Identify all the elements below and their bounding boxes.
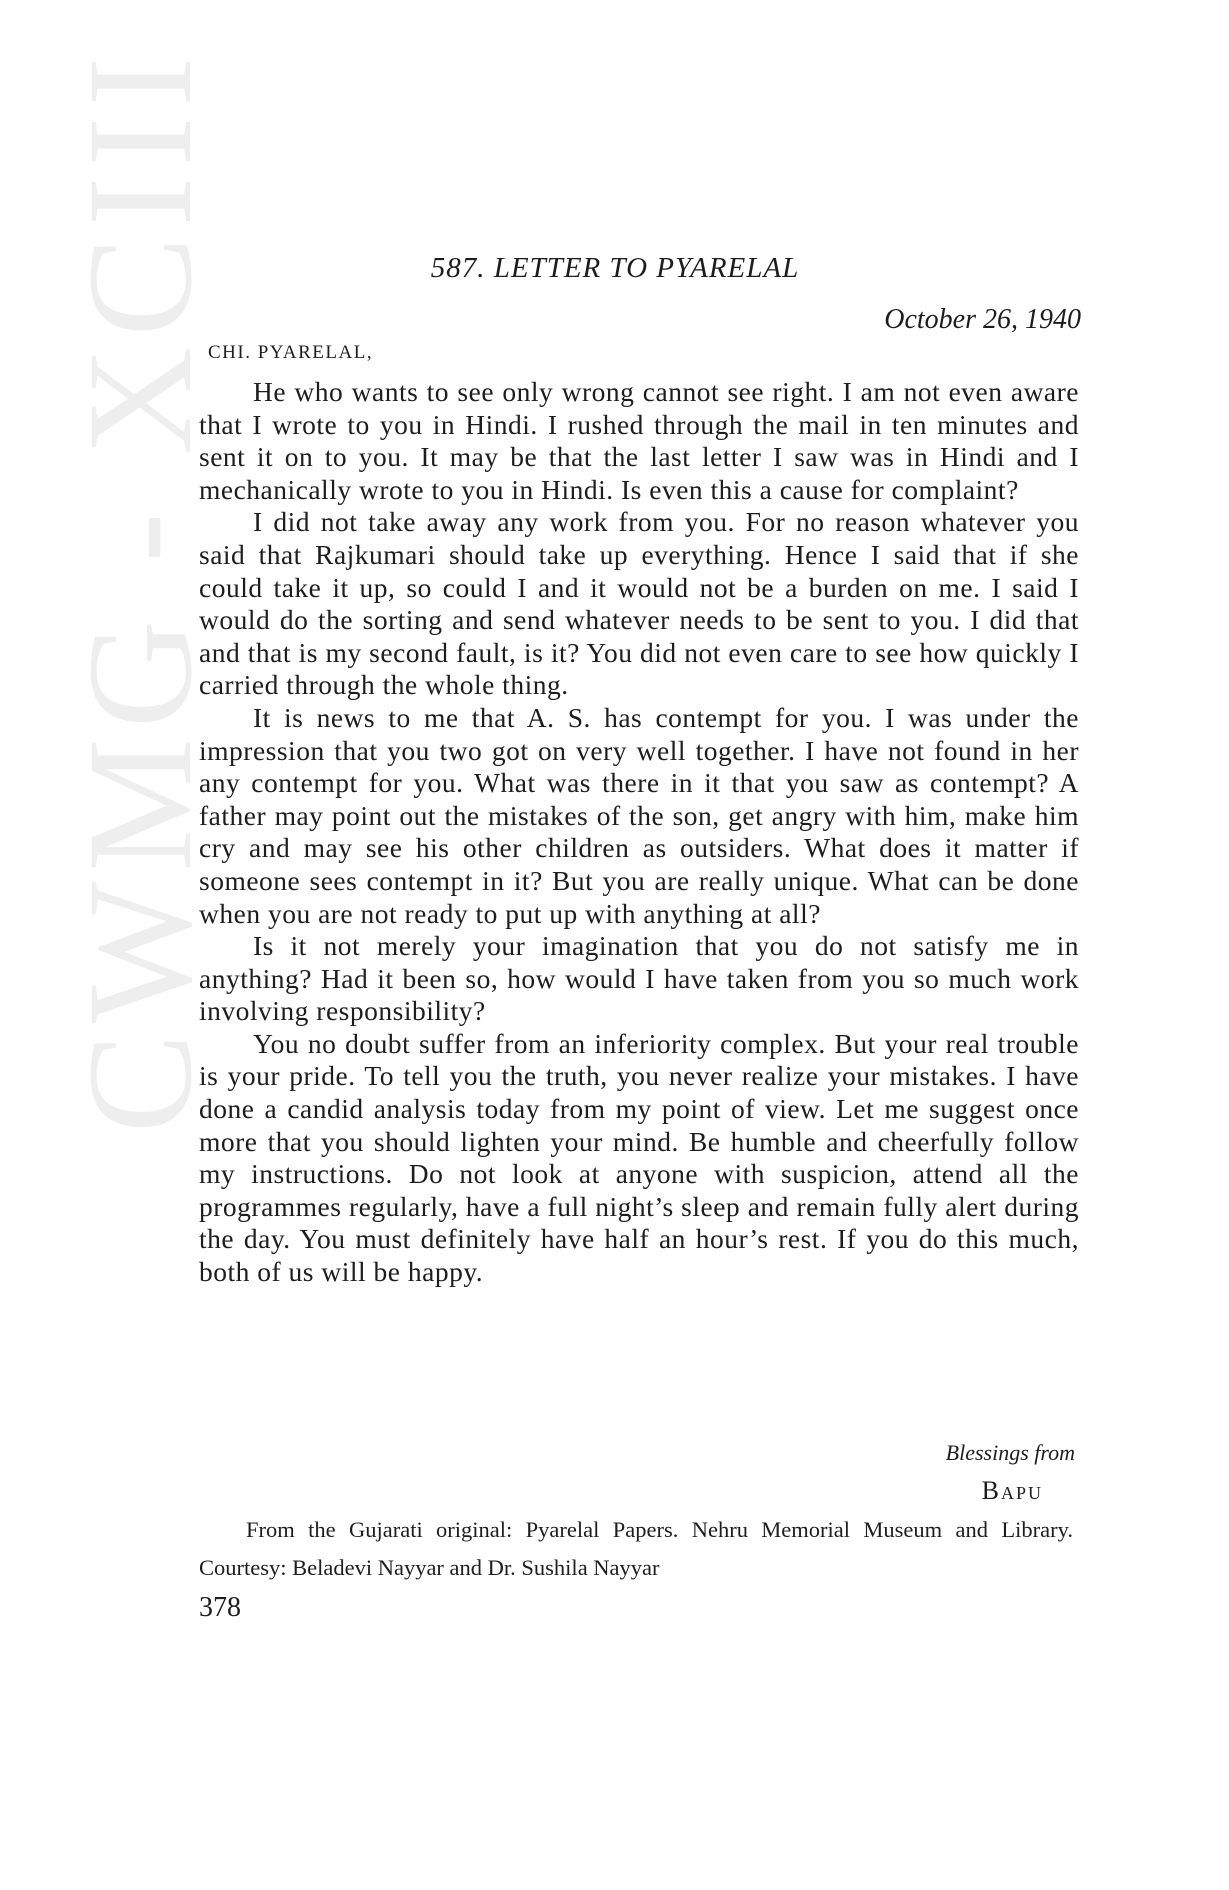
watermark: CWMG - XCIII — [57, 46, 223, 1134]
letter-body — [199, 376, 1079, 1289]
signature: Bapu — [981, 1476, 1043, 1505]
paragraph: Is it not merely your imagination that you do not satisfy me in anything? Had it been so, how would I have taken from you so much work involving responsibility? — [199, 930, 1079, 1027]
paragraph: I did not take away any work from you. For no reason whatever you said that Rajkumari should take up everything. Hence I said that if she could take it up, so could I and it would not be a burden on me. I said I would do the sorting and send whatever needs to be sent to you. I did that and that is my second fault, is it? You did not even care to see how quickly I carried through the whole thing. — [199, 506, 1079, 701]
letter-date: October 26, 1940 — [884, 304, 1081, 335]
salutation: CHI. PYARELAL, — [208, 342, 374, 363]
letter-title: 587. LETTER TO PYARELAL — [430, 252, 800, 284]
paragraph: You no doubt suffer from an inferiority complex. But your real trouble is your pride. To tell you the truth, you never realize your mistakes. I have done a candid analysis today from my point of view. Let me suggest once more that you should lighten your mind. Be humble and cheerfully follow my instructions. Do not look at anyone with suspicion, attend all the programmes regularly, have a full night’s sleep and remain fully alert during the day. You must definitely have half an hour’s rest. If you do this much, both of us will be happy. — [199, 1027, 1079, 1288]
page-number: 378 — [199, 1592, 241, 1623]
paragraph: It is news to me that A. S. has contempt for you. I was under the impression that you two got on very well together. I have not found in her any contempt for you. What was there in it that you saw as contempt? A father may point out the mistakes of the son, get angry with him, make him cry and may see his other children as outsiders. What does it matter if someone sees contempt in it? But you are really unique. What can be done when you are not ready to put up with anything at all? — [199, 701, 1079, 929]
closing-phrase: Blessings from — [945, 1440, 1075, 1465]
paragraph: He who wants to see only wrong cannot see right. I am not even aware that I wrote to you in Hindi. I rushed through the mail in ten minutes and sent it on to you. It may be that the last letter I saw was in Hindi and I mechanically wrote to you in Hindi. Is even this a cause for complaint? — [199, 376, 1079, 505]
source-note: From the Gujarati original: Pyarelal Papers. Nehru Memorial Museum and Library. Courtesy: Beladevi Nayyar and Dr. Sushila Nayyar — [199, 1517, 1073, 1580]
